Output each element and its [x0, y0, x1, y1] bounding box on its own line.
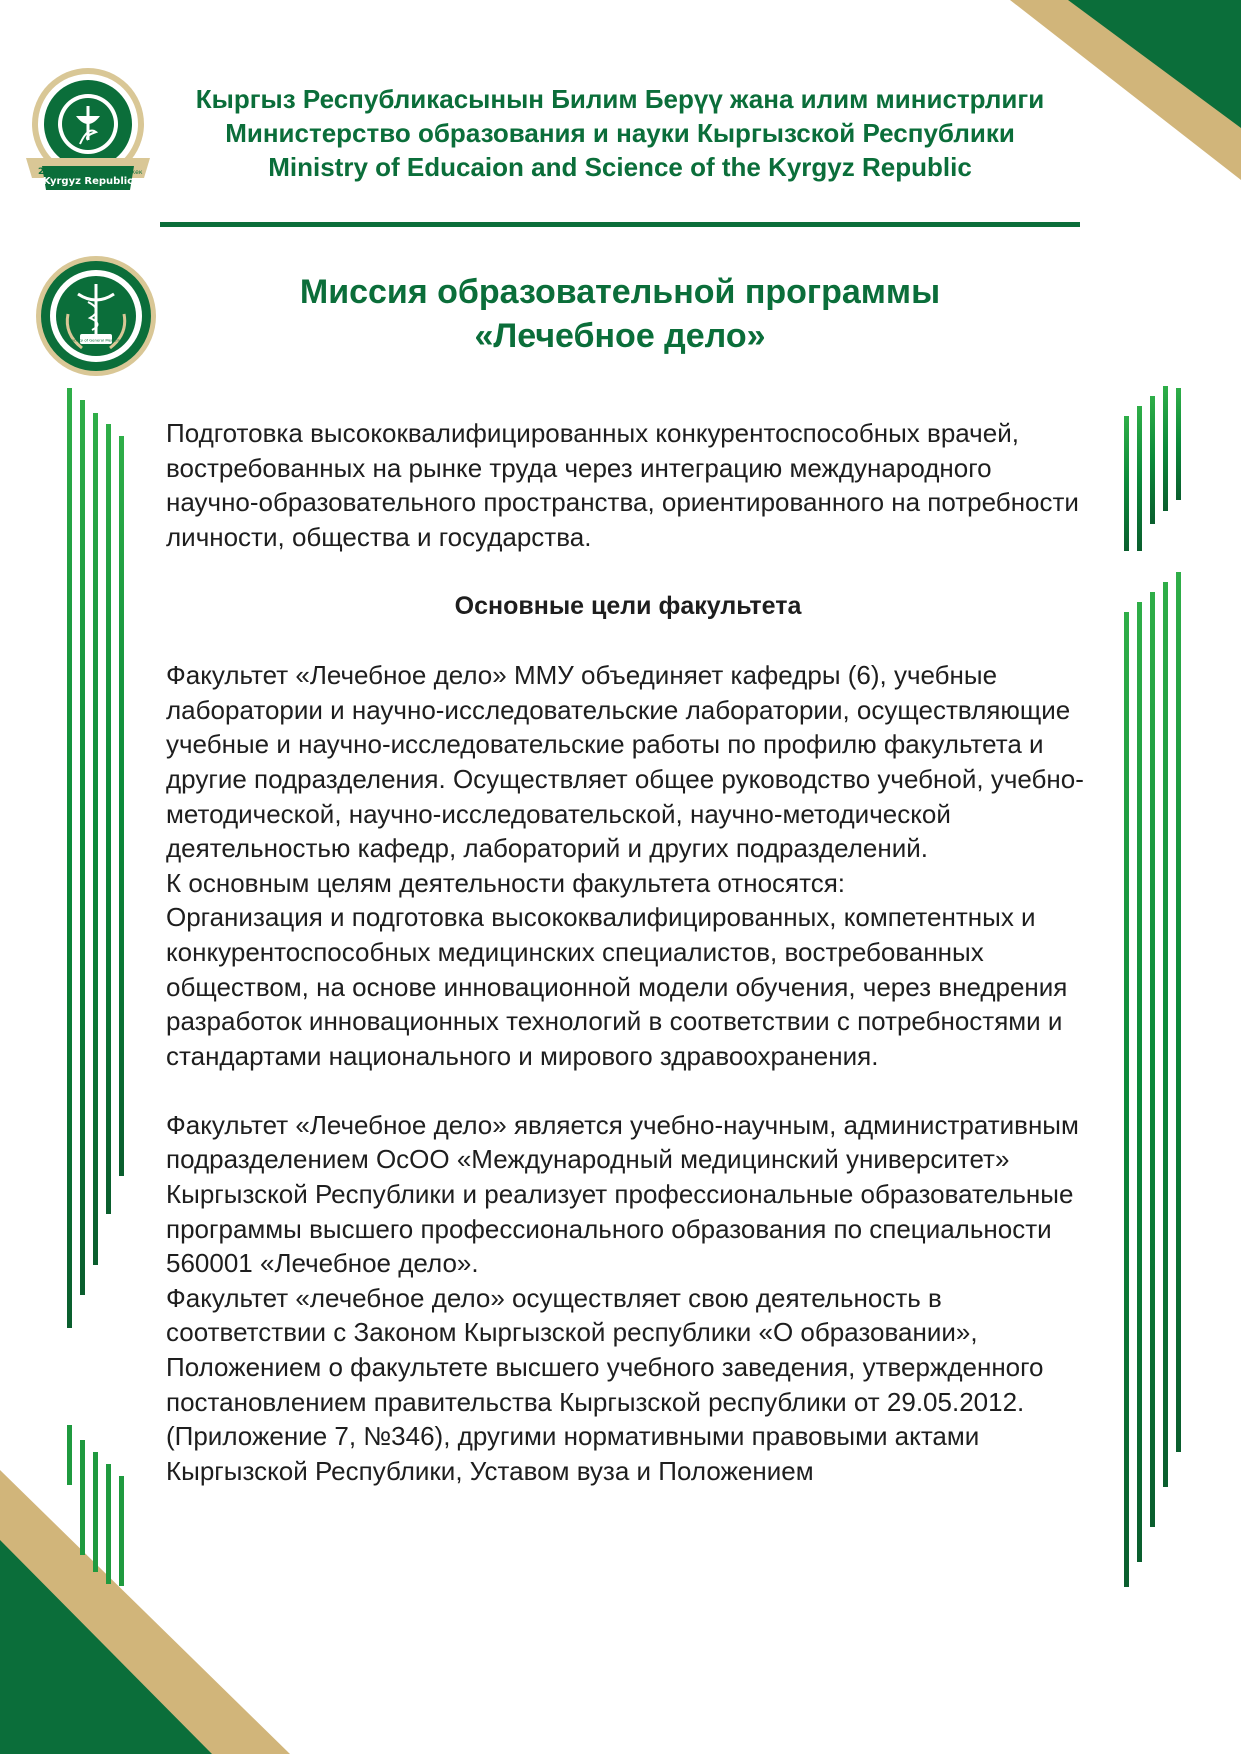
- page-title: [200, 270, 1040, 358]
- header-line-kyrgyz: Кыргыз Республикасынын Билим Берүү жана илим министрлиги: [195, 84, 1045, 114]
- mission-paragraph: Подготовка высококвалифицированных конкурентоспособных врачей, востребованных на рынке труда через интеграцию международного научно-образовательного пространства, ориентированного на потребности личности, общества и государства.: [166, 418, 1079, 552]
- goals-intro-paragraph: К основным целям деятельности факультета относятся:: [166, 867, 846, 898]
- body-content: [166, 416, 1090, 1488]
- header-line-russian: Министерство образования и науки Кыргызской Республики: [225, 118, 1015, 148]
- left-stripes-upper: [67, 388, 124, 1328]
- faculty-overview-paragraph: Факультет «Лечебное дело» ММУ объединяет кафедры (6), учебные лаборатории и научно-исследовательские лаборатории, осуществляющие учебные и научно-исследовательские работы по профилю факультета и другие подразделения. Осуществляет общее руководство учебной, учебно-методической, научно-исследовательской, научно-методической деятельностью кафедр, лабораторий и других подразделений.: [166, 660, 1084, 864]
- logo-year: 2016: [38, 167, 64, 177]
- ministry-header: [150, 82, 1090, 184]
- header-line-english: Ministry of Educaion and Science of the Kyrgyz Republic: [268, 152, 972, 182]
- right-stripes-upper: [1124, 386, 1181, 551]
- right-stripes-lower: [1124, 572, 1181, 1587]
- logo-ribbon-text: Kyrgyz Republic: [42, 176, 134, 187]
- legal-basis-paragraph: Факультет «лечебное дело» осуществляет свою деятельность в соответствии с Законом Кыргызской республики «О образовании», Положением о факультете высшего учебного заведения, утвержденного постановлением правительства Кыргызской республики от 29.05.2012. (Приложение 7, №346), другими нормативными правовыми актами Кыргызской Республики, Уставом вуза и Положением: [166, 1282, 1044, 1486]
- faculty-logo: [34, 254, 158, 378]
- faculty-status-paragraph: Факультет «Лечебное дело» является учебно-научным, административным подразделением ОсОО «Международный медицинский университет» Кыргызской Республики и реализует профессиональные образовательные программы высшего профессионального образования по специальности 560001 «Лечебное дело».: [166, 1109, 1079, 1279]
- title-line-1: Миссия образовательной программы: [299, 273, 941, 311]
- faculty-logo-text: Faculty of General Medicine: [69, 337, 123, 343]
- goals-heading: Основные цели факультета: [454, 591, 802, 620]
- goals-paragraph: Организация и подготовка высококвалифицированных, компетентных и конкурентоспособных медицинских специалистов, востребованных обществом, на основе инновационной модели обучения, через внедрения разработок инновационных технологий в соответствии с потребностями и стандартами национального и мирового здравоохранения.: [166, 902, 1068, 1071]
- header-divider: [160, 222, 1080, 227]
- ministry-logo: [18, 66, 158, 196]
- logo-city: Бишкек: [118, 169, 143, 176]
- title-line-2: «Лечебное дело»: [474, 317, 766, 355]
